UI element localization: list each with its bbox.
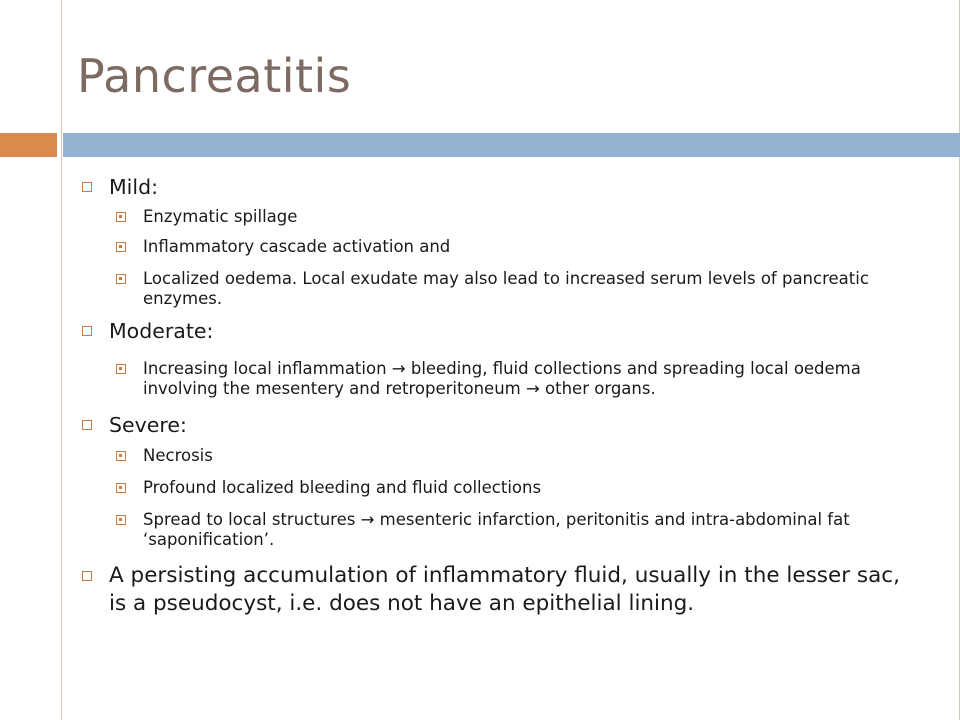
sub-bullet [116,237,876,257]
square-dot-bullet-icon [116,212,126,222]
sub-bullet-text: Spread to local structures → mesenteric infarction, peritonitis and intra-abdominal fat ‘saponification’. [143,510,850,549]
sub-bullet [116,269,876,309]
bullet-heading: Moderate: [109,319,214,343]
sub-bullet [116,207,876,227]
bullet-pseudocyst [82,562,912,618]
sub-bullet-text: Profound localized bleeding and fluid collections [143,478,542,497]
title-accent-bar-orange [0,133,57,157]
slide-title: Pancreatitis [77,49,352,103]
sub-bullet [116,478,876,498]
square-dot-bullet-icon [116,364,126,374]
square-dot-bullet-icon [116,242,126,252]
square-bullet-icon [82,571,92,581]
title-accent-bar-blue [63,133,960,157]
square-bullet-icon [82,182,92,192]
sub-bullet-text: Enzymatic spillage [143,207,298,226]
slide-left-rule [61,0,62,720]
bullet-heading: Mild: [109,175,158,199]
square-dot-bullet-icon [116,274,126,284]
bullet-mild [82,174,872,200]
square-dot-bullet-icon [116,451,126,461]
sub-bullet [116,446,876,466]
bullet-heading: Severe: [109,413,187,437]
square-dot-bullet-icon [116,483,126,493]
sub-bullet-text: Increasing local inflammation → bleeding, fluid collections and spreading local oedema involving the mesentery and retroperitoneum → other organs. [143,359,861,398]
sub-bullet-text: Necrosis [143,446,213,465]
sub-bullet-text: Inflammatory cascade activation and [143,237,451,256]
bullet-moderate [82,318,872,344]
bullet-severe [82,412,872,438]
square-bullet-icon [82,420,92,430]
sub-bullet-text: Localized oedema. Local exudate may also lead to increased serum levels of pancreatic enzymes. [143,269,869,308]
sub-bullet [116,510,876,550]
bullet-text: A persisting accumulation of inflammatory fluid, usually in the lesser sac, is a pseudocyst, i.e. does not have an epithelial lining. [109,563,900,616]
square-bullet-icon [82,326,92,336]
square-dot-bullet-icon [116,515,126,525]
sub-bullet [116,359,876,399]
